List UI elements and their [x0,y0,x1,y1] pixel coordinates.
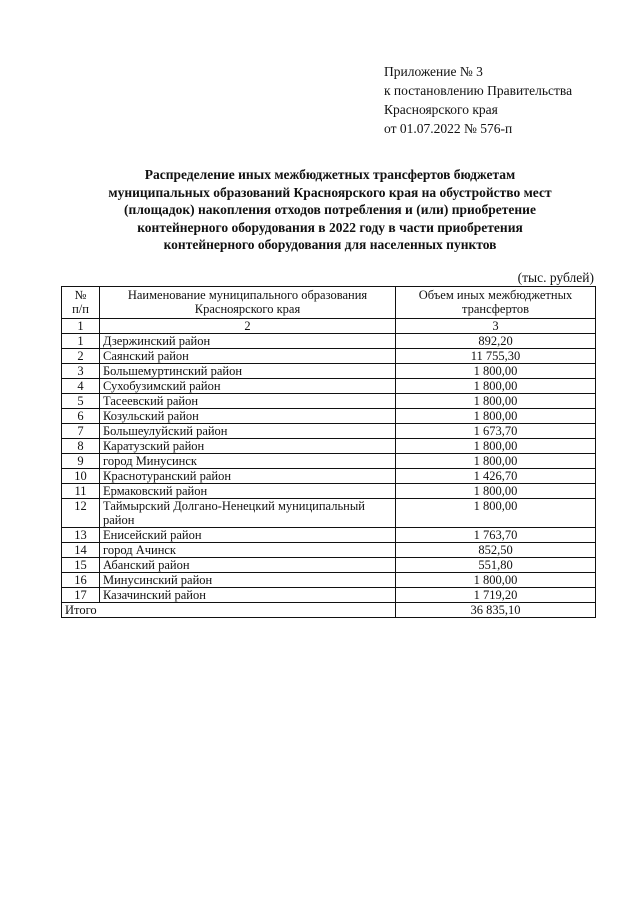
table-row [62,469,596,484]
table-row [62,573,596,588]
units-label: (тыс. рублей) [517,270,594,285]
row-amount: 11 755,30 [396,349,596,364]
row-amount: 1 800,00 [396,499,596,528]
table-row [62,349,596,364]
row-name: Ермаковский район [100,484,396,499]
appendix-line: Приложение № 3 [384,64,483,79]
row-name: Казачинский район [100,588,396,603]
row-name: Большеулуйский район [100,424,396,439]
table-row [62,379,596,394]
row-number: 1 [62,334,100,349]
row-name: Саянский район [100,349,396,364]
title-line: контейнерного оборудования в 2022 году в части приобретения [137,219,523,235]
row-amount: 1 800,00 [396,484,596,499]
row-amount: 1 800,00 [396,454,596,469]
row-number: 2 [62,349,100,364]
row-name: Енисейский район [100,528,396,543]
table-row [62,528,596,543]
row-number: 6 [62,409,100,424]
row-number: 12 [62,499,100,528]
table-row [62,364,596,379]
row-number: 3 [62,364,100,379]
row-amount: 1 800,00 [396,364,596,379]
row-number: 7 [62,424,100,439]
row-number: 13 [62,528,100,543]
row-name: Краснотуранский район [100,469,396,484]
row-amount: 1 763,70 [396,528,596,543]
row-amount: 1 673,70 [396,424,596,439]
table-row [62,409,596,424]
appendix-line: от 01.07.2022 № 576-п [384,121,513,136]
row-amount: 1 719,20 [396,588,596,603]
row-number: 8 [62,439,100,454]
total-amount: 36 835,10 [396,603,596,618]
row-name: город Ачинск [100,543,396,558]
row-number: 4 [62,379,100,394]
title-line: Распределение иных межбюджетных трансфертов бюджетам [144,167,516,182]
row-name: Абанский район [100,558,396,573]
row-name: Дзержинский район [100,334,396,349]
row-amount: 1 800,00 [396,394,596,409]
row-amount: 1 800,00 [396,379,596,394]
row-amount: 1 800,00 [396,573,596,588]
header-amount: Объем иных межбюджетных трансфертов [396,287,596,319]
column-index-row [62,319,596,334]
table-row [62,499,596,528]
header-name: Наименование муниципального образования Красноярского края [100,287,396,319]
table-row [62,454,596,469]
row-name: Тасеевский район [100,394,396,409]
row-name: Большемуртинский район [100,364,396,379]
column-index: 3 [396,319,596,334]
title-line: контейнерного оборудования для населенных пунктов [163,237,497,252]
table-header-row [62,287,596,319]
total-label: Итого [62,603,396,618]
row-name: Минусинский район [100,573,396,588]
appendix-block [384,62,572,138]
column-index: 1 [62,319,100,334]
header-num: № п/п [62,287,100,319]
table-row [62,588,596,603]
appendix-line: Красноярского края [384,102,498,117]
table-row [62,439,596,454]
appendix-line: к постановлению Правительства [384,83,573,98]
row-amount: 1 426,70 [396,469,596,484]
row-number: 16 [62,573,100,588]
row-name: Сухобузимский район [100,379,396,394]
row-number: 14 [62,543,100,558]
row-name: Таймырский Долгано-Ненецкий муниципальный район [100,499,396,528]
table-row [62,334,596,349]
document-title [60,166,600,254]
row-number: 11 [62,484,100,499]
table-row [62,558,596,573]
row-amount: 1 800,00 [396,409,596,424]
title-line: (площадок) накопления отходов потребления и (или) приобретение [124,202,536,217]
total-row [62,603,596,618]
row-amount: 1 800,00 [396,439,596,454]
table-row [62,424,596,439]
table-row [62,394,596,409]
row-name: Каратузский район [100,439,396,454]
row-number: 10 [62,469,100,484]
title-line: муниципальных образований Красноярского края на обустройство мест [108,184,552,200]
table-row [62,543,596,558]
row-amount: 852,50 [396,543,596,558]
row-amount: 892,20 [396,334,596,349]
row-number: 17 [62,588,100,603]
row-number: 9 [62,454,100,469]
row-name: город Минусинск [100,454,396,469]
column-index: 2 [100,319,396,334]
transfers-table [61,286,596,618]
row-number: 5 [62,394,100,409]
table-row [62,484,596,499]
row-number: 15 [62,558,100,573]
row-amount: 551,80 [396,558,596,573]
row-name: Козульский район [100,409,396,424]
